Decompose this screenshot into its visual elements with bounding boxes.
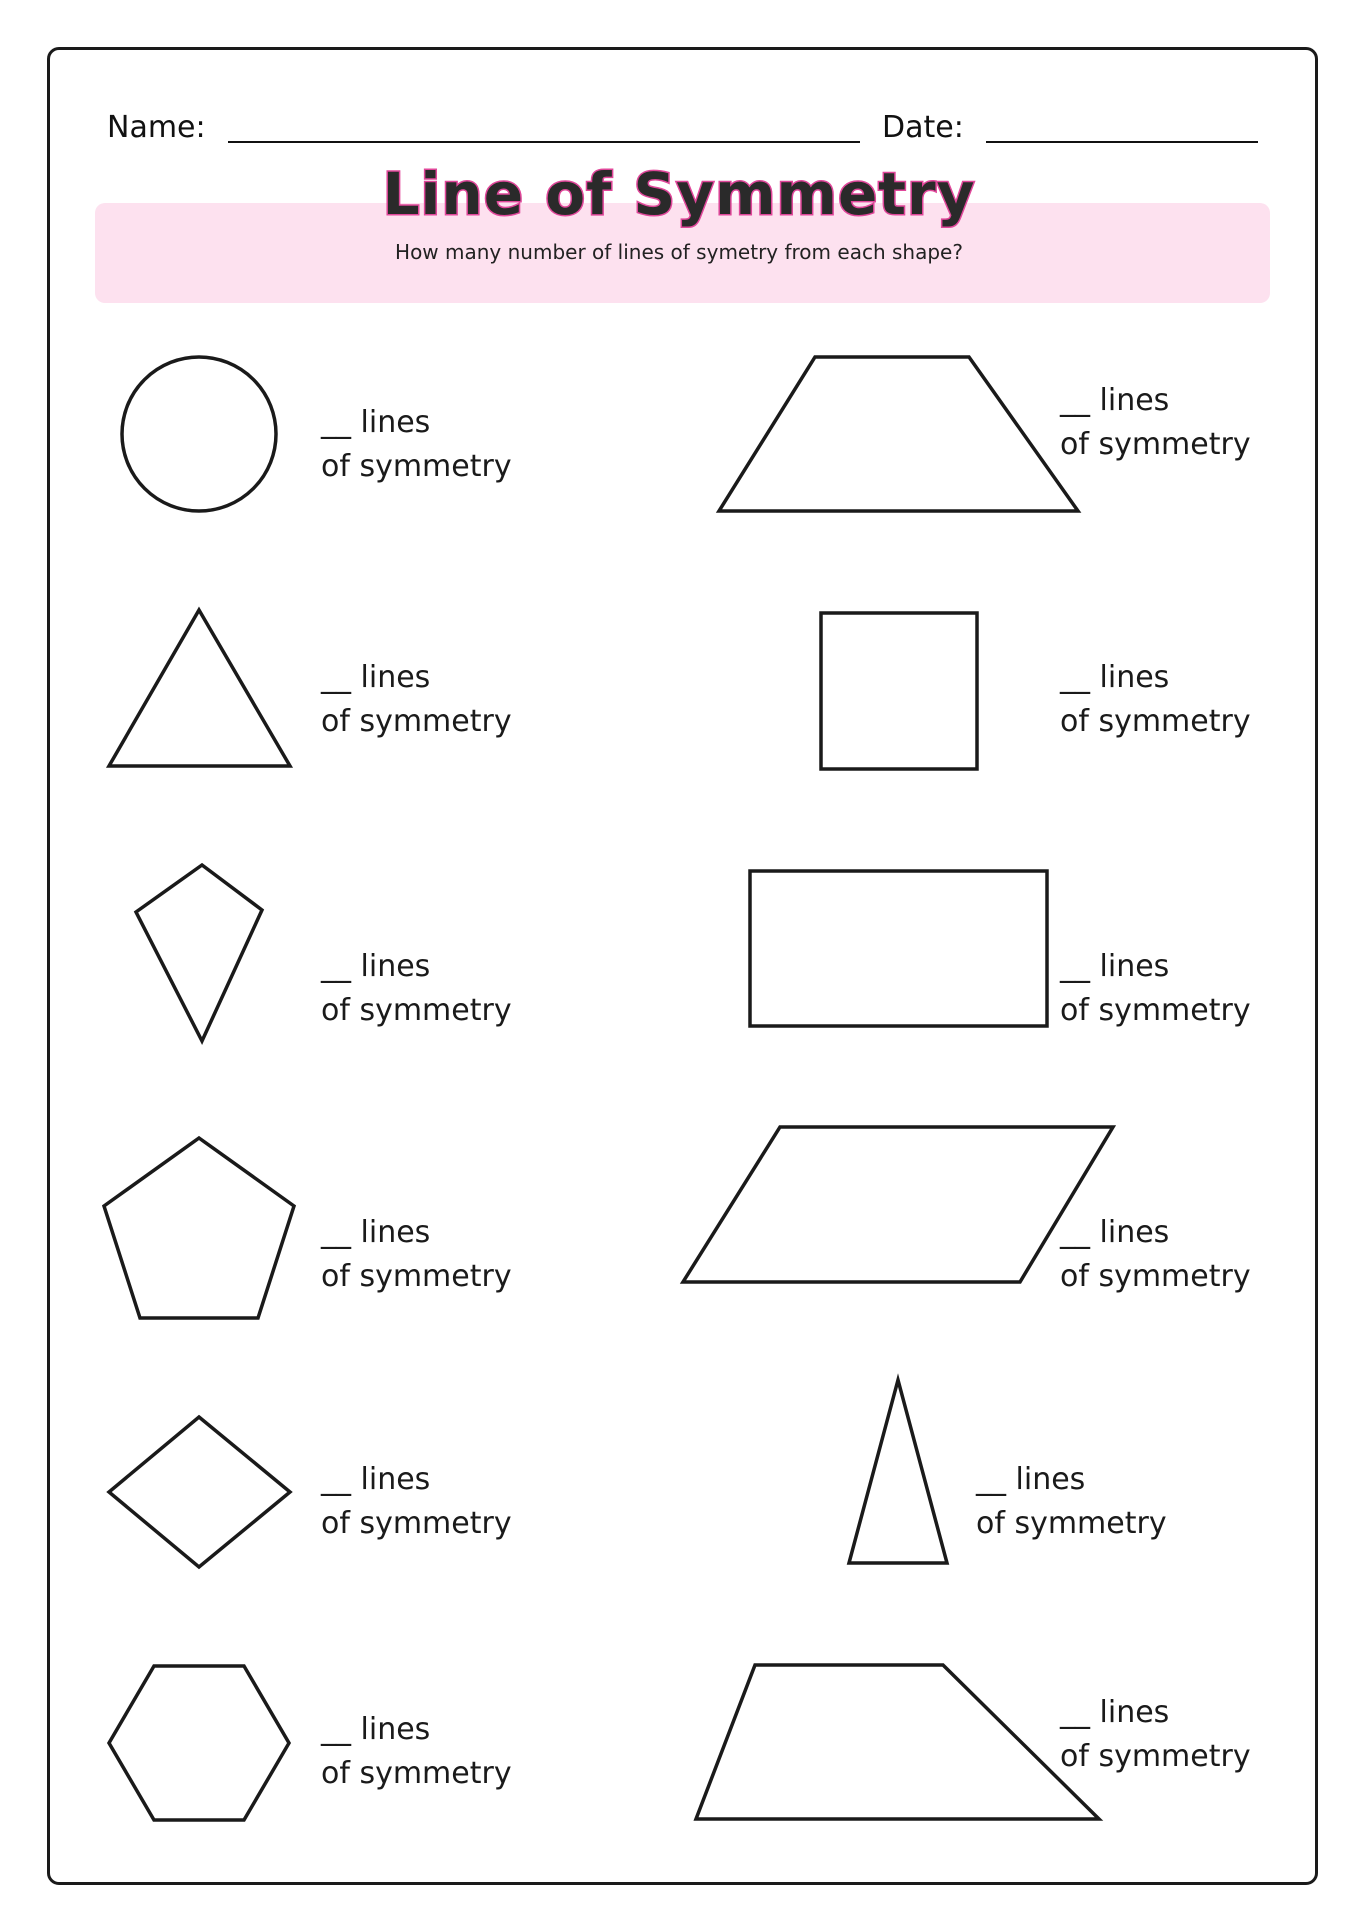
triangle-shape [109,610,290,766]
rectangle-shape [750,871,1047,1026]
parallelogram-answer: __ lines of symmetry [1060,1215,1251,1294]
trapezoid-shape [719,357,1078,511]
rhombus-shape [109,1417,290,1567]
rectangle-answer: __ lines of symmetry [1060,949,1251,1028]
date-label: Date: [882,110,964,145]
name-label: Name: [107,110,206,145]
hexagon-shape [109,1666,289,1820]
hexagon-answer: __ lines of symmetry [321,1712,512,1791]
kite-shape [136,865,262,1041]
right-trapezoid-shape [696,1665,1099,1819]
triangle-answer: __ lines of symmetry [321,660,512,739]
kite-answer: __ lines of symmetry [321,949,512,1028]
page-title: Line of Symmetry [382,160,976,228]
pentagon-answer: __ lines of symmetry [321,1215,512,1294]
rhombus-answer: __ lines of symmetry [321,1462,512,1541]
pentagon-shape [104,1138,294,1318]
parallelogram-shape [683,1127,1113,1282]
trapezoid-answer: __ lines of symmetry [1060,383,1251,462]
square-answer: __ lines of symmetry [1060,660,1251,739]
instructions: How many number of lines of symetry from each shape? [395,240,963,264]
isosceles-triangle-answer: __ lines of symmetry [976,1462,1167,1541]
square-shape [821,613,977,769]
circle-answer: __ lines of symmetry [321,405,512,484]
isosceles-triangle-shape [849,1380,947,1563]
right-trapezoid-answer: __ lines of symmetry [1060,1695,1251,1774]
circle-shape [122,357,276,511]
